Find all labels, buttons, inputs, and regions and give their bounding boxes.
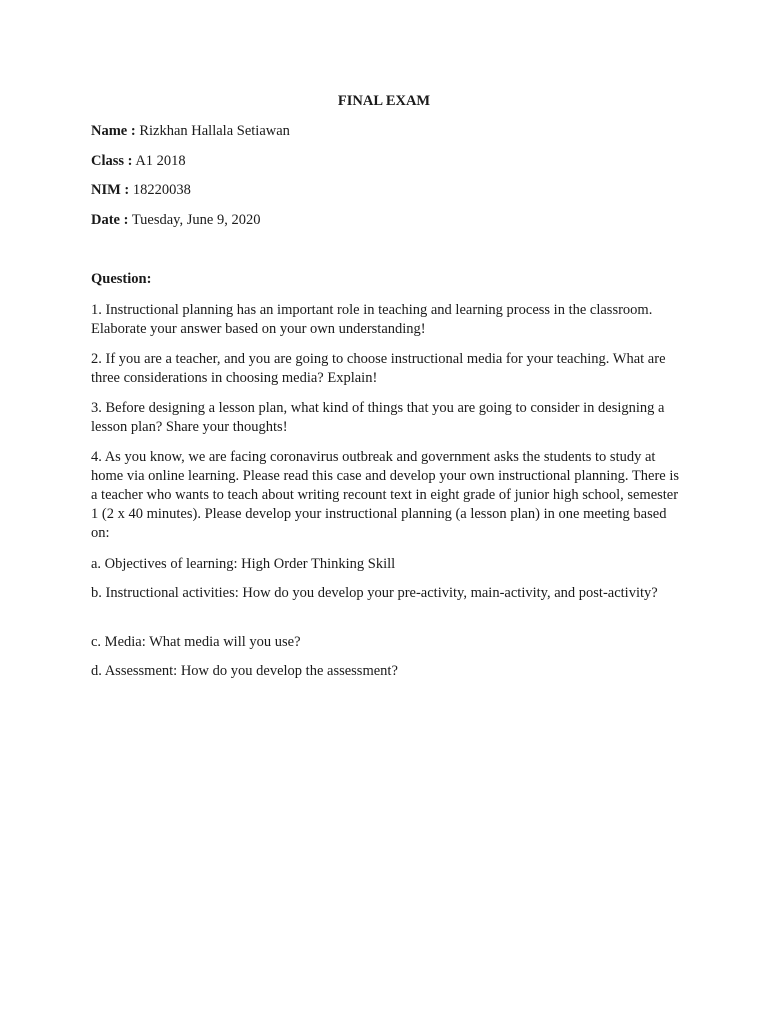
question-4: 4. As you know, we are facing coronavirus outbreak and government asks the students to study at home via online learning. Please read this case and develop your own instructional planning. There is a teacher who wants to teach about writing recount text in eight grade of junior high school, semester 1 (2 x 40 minutes). Please develop your instructional planning (a lesson plan) in one meeting based on: xyxy=(91,449,680,541)
question-3: 3. Before designing a lesson plan, what kind of things that you are going to consider in designing a lesson plan? Share your thoughts! xyxy=(91,400,665,435)
document-title: FINAL EXAM xyxy=(337,93,431,109)
name-field xyxy=(91,123,290,140)
date-value: Tuesday, June 9, 2020 xyxy=(128,212,261,228)
question-4b: b. Instructional activities: How do you develop your pre-activity, main-activity, and post-activity? xyxy=(91,585,658,601)
question-4d: d. Assessment: How do you develop the assessment? xyxy=(91,663,398,679)
name-value: Rizkhan Hallala Setiawan xyxy=(135,123,290,139)
class-field xyxy=(91,153,186,170)
question-2: 2. If you are a teacher, and you are going to choose instructional media for your teaching. What are three considerations in choosing media? Explain! xyxy=(91,351,666,386)
nim-value: 18220038 xyxy=(129,182,191,198)
question-4c: c. Media: What media will you use? xyxy=(91,634,301,650)
nim-label: NIM : xyxy=(91,182,130,198)
question-heading: Question: xyxy=(91,271,152,287)
question-4a: a. Objectives of learning: High Order Thinking Skill xyxy=(91,556,396,572)
class-value: A1 2018 xyxy=(132,153,186,169)
nim-field xyxy=(91,182,191,199)
class-label: Class : xyxy=(91,153,133,169)
name-label: Name : xyxy=(91,123,136,139)
question-1: 1. Instructional planning has an important role in teaching and learning process in the classroom. Elaborate your answer based on your own understanding! xyxy=(91,302,653,337)
date-label: Date : xyxy=(91,212,129,228)
date-field xyxy=(91,212,260,229)
